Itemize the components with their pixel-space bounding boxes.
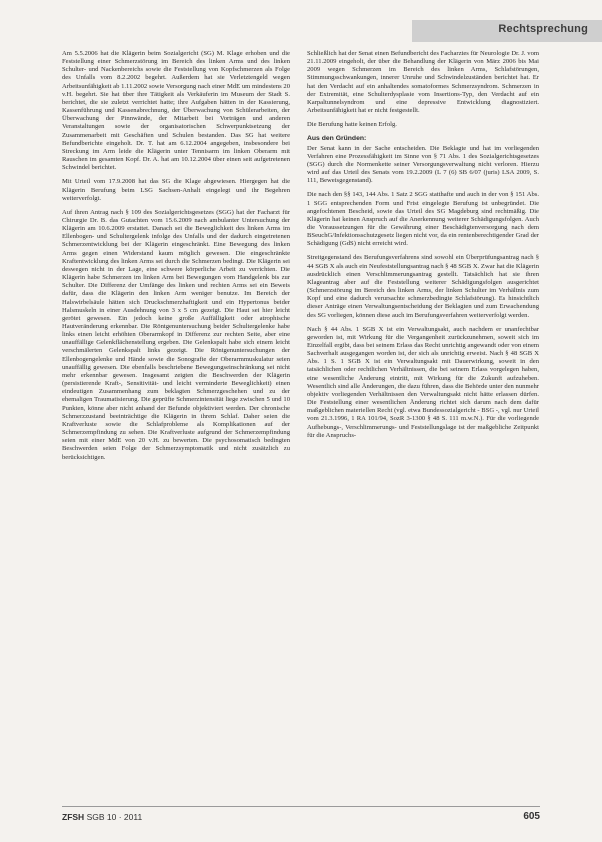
grounds-heading: Aus den Gründen: <box>307 135 367 143</box>
paragraph: Schließlich hat der Senat einen Befundbericht des Facharztes für Neurologie Dr. J. vom 21.11.2009 eingeholt, der über die Behandlung der Klägerin von März 2006 bis Mai 2009 wegen Schmerzen im Bereich des linken Arms, Schlafstörungen, Stimmungsschwankungen, innerer Unruhe und Schwindelzuständen berichtet hat. Er hat den Verdacht auf ein anhaltendes somatoformes Schmerzsyndrom. Schmerzen in der Extremität, eine Schulterdysplasie vom Insertions-Typ, den Verdacht auf ein Karpaltunnelsyndrom und eine depressive Entwicklung diagnostiziert. Arbeitsunfähigkeit hat er nicht festgestellt. <box>307 50 539 115</box>
paragraph: Nach § 44 Abs. 1 SGB X ist ein Verwaltungsakt, auch nachdem er unanfechtbar geworden ist, mit Wirkung für die Vergangenheit zurückzunehmen, soweit sich im Einzelfall ergibt, dass bei seinem Erlass das Recht unrichtig angewandt oder von einem Sachverhalt ausgegangen worden ist, der sich als unrichtig erweist. Nach § 48 SGB X Abs. 1 S. 1 SGB X ist ein Verwaltungsakt mit Dauerwirkung, soweit in den tatsächlichen oder rechtlichen Verhältnissen, die bei seinem Erlass vorgelegen haben, eine wesentliche Änderung eintritt, mit Wirkung für die Zukunft aufzuheben. Wesentlich sind alle Änderungen, die dazu führen, dass die Behörde unter den nunmehr objektiv vorliegenden Verhältnissen den Verwaltungsakt nicht hätte erlassen dürfen. Die Feststellung einer wesentlichen Änderung richtet sich darum nach dem dafür maßgeblichen materiellen Recht (vgl. etwa Bundessozialgericht - BSG -, vgl. nur Urteil vom 21.3.1996, 1 RA 101/94, SozR 3-1300 § 48 S. 111 m.w.N.). Für die vorliegende Aufhebungs-, Verschlimmerungs- und Feststellungslage ist der maßgebliche Zeitpunkt für die Anspruchs- <box>307 325 539 439</box>
journal-issue: SGB 10 · 2011 <box>86 812 143 822</box>
page-number: 605 <box>523 811 540 822</box>
paragraph: Der Senat kann in der Sache entscheiden. Die Beklagte und hat im vorliegenden Verfahren eine Prozessfähigkeit im Sinne von § 71 Abs. 1 des Sozialgerichtsgesetzes (SGG) durch die Normenkette seiner Versorgungsverwaltung nicht verloren. Hierzu wird auf das Urteil des Senats vom 19.2.2009 (L 7 (6) SB 6/07 (juris) LSA 2009, S. 111, Beweisgegenstand). <box>307 144 539 185</box>
left-column <box>62 50 290 468</box>
paragraph: Streitgegenstand des Berufungsverfahrens sind sowohl ein Überprüfungsantrag nach § 44 SGB X als auch ein Neufeststellungsantrag nach § 48 SGB X. Zwar hat die Klägerin ausdrücklich einen Verschlimmerungsantrag gestellt. Tatsächlich hat sie ihren Klageantrag aber auf die Feststellung weiterer Schädigungsfolgen ausgerichtet (Schmerzstörung im Bereich des linken Arms, der linken Schulter im Verhältnis zum Kopf und eine dadurch verursachte schmerzbedingte Schlafstörung). Es hinsichtlich dieser Anträge einen Verwaltungsentscheidung der Beklagten und zum Erwachendung des SG vorliegen, können diese auch im Berufungsverfahren weiterverfolgt werden. <box>307 254 539 319</box>
paragraph: Die Berufung hatte keinen Erfolg. <box>307 121 397 129</box>
paragraph: Die nach den §§ 143, 144 Abs. 1 Satz 2 SGG statthafte und auch in der von § 151 Abs. 1 SGG entsprechenden Form und Frist eingelegte Berufung ist unbegründet. Die angefochtenen Bescheid, sowie das Urteil des SG Magdeburg sind rechtmäßig. Die Klägerin hat keinen Anspruch auf die Anerkennung weiterer Schädigungsfolgen. Auch die Voraussetzungen für die Gewährung einer Beschädigtenversorgung nach dem BSeuchG/Infektionsschutzgesetz liegen nicht vor, da ein rentenberechtigender Grad der Schädigung (GdS) nicht erreicht wird. <box>307 191 539 248</box>
footer-rule <box>62 806 540 807</box>
paragraph: Auf ihren Antrag nach § 109 des Sozialgerichtsgesetzes (SGG) hat der Facharzt für Chirurgie Dr. B. das Gutachten vom 15.6.2009 nach ambulanter Untersuchung der Klägerin am 10.6.2009 erstattet. Danach sei die Beweglichkeit des linken Arms im Ellenbogen- und Schultergelenk infolge des Unfalls und der dadurch eingetretenen Schmerzentwicklung bei der Klägerin eingeschränkt. Eine Bewegung des linken Arms gegen einen Widerstand kaum möglich gewesen. Die eingeschränkte Kraftentwicklung des linken Arms sei durch die Schmerzen bedingt. Die Klägerin sei deswegen nicht in der Lage, eine schwere körperliche Arbeit zu verrichten. Die Klägerin habe Schmerzen im linken Arm bei Bewegungen vom Handgelenk bis zur Schulter. Die Differenz der Umfänge des linken und rechten Arms sei ein Beweis dafür, dass die Klägerin den linken Arm weniger benutze. Im Bereich der Halswirbelsäule hätten sich Druckschmerzhaftigkeit und ein Hypertonus beider Halsmuskeln in einer Ausdehnung von 3 x 5 cm gezeigt. Die Haut sei hier leicht gerötet gewesen. Ein jedoch keine große Auffälligkeit oder atrophische Hautveränderung erkennbar. Die Röntgenuntersuchung beider Schultergelenke habe links einen leicht erhöhten Oberarmkopf in Differenz zur rechten Seite, aber eine unauffällige Gelenkflächenstellung ergeben. Die Gelenkspalt habe sich einem leicht verschmälerten Gelenkspalt links gezeigt. Die Röntgenuntersuchungen der Ellenbogengelenke und Hände sowie die Sonografie der Oberarmmuskulatur seien unauffällig gewesen. Die ebenfalls beschriebene Bewegungseinschränkung sei nicht mehr erkennbar gewesen. Insgesamt zeigten die Beschwerden der Klägerin (persistierende Kraft-, Sensitivität- und leicht verminderte Beweglichkeit) einen eindeutigen Zusammenhang zum beklagten Schmerzgeschehen und zu der ehemaligen Traumatisierung. Die geprüfte Schmerzintensität liege zwischen 5 und 10 Punkten, könne aber nicht anhand der Befunde objektiviert werden. Der chronische Schmerzzustand beeinträchtige die Klägerin in ihrem Schlaf. Daher seien die Kraftverluste sowie die Schlafprobleme als Komplikationen auf der Schmerzempfindung zu sehen. Die Kraftverluste aufgrund der Schmerzempfindung seien mit einer MdE von 20 v.H. zu bewerten. Die psychosomatisch bedingten Beschwerden seien Folge der Schmerzsymptomatik und nicht zusätzlich zu berücksichtigen. <box>62 208 290 461</box>
footer-journal <box>62 812 142 822</box>
paragraph: Am 5.5.2006 hat die Klägerin beim Sozialgericht (SG) M. Klage erhoben und die Feststellung einer Schmerzstörung im Bereich des linken Arms und des linken Schulter- und Nackenbereichs sowie die Feststellung von Kopfschmerzen als Folge des Unfalls vom 8.2.2002 begehrt. Außerdem hat sie Verletztengeld wegen Arbeitsunfähigkeit ab 1.11.2002 sowie Versorgung nach einer MdE um mindestens 20 v.H. begehrt. Sie hat über ihre Tätigkeit als Verkäuferin im Museum der Stadt S. berichtet, die sie zuletzt verrichtet hatte; ihre Aufgaben hätten in der Kassierung, Kassenführung und Kassenabrechnung, der Überwachung von Schülerarbeiten, der Überwachung der Pinnwände, der Mitarbeit bei Vorträgen und anderen Veranstaltungen sowie der organisatorischen Schwerpunktsetzung der Zusammenarbeit mit Geschäften und Schulen bestanden. Das SG hat weitere Befundberichte eingeholt. Dr. T. hat am 6.12.2004 angegeben, insbesondere bei Streckung im Arm leide die Klägerin unter Tennisarm im linken Oberarm mit Rauschen im gesamten Kopf. Dr. A. hat am 10.12.2004 über einen seit aufgetretenen Schwindel berichtet. <box>62 50 290 172</box>
right-column <box>307 50 539 446</box>
paragraph: Mit Urteil vom 17.9.2008 hat das SG die Klage abgewiesen. Hiergegen hat die Klägerin Berufung beim LSG Sachsen-Anhalt eingelegt und ihr Begehren weiterverfolgt. <box>62 178 290 202</box>
header-bar <box>412 20 602 42</box>
journal-name: ZFSH <box>62 812 85 822</box>
section-title: Rechtsprechung <box>498 23 588 35</box>
